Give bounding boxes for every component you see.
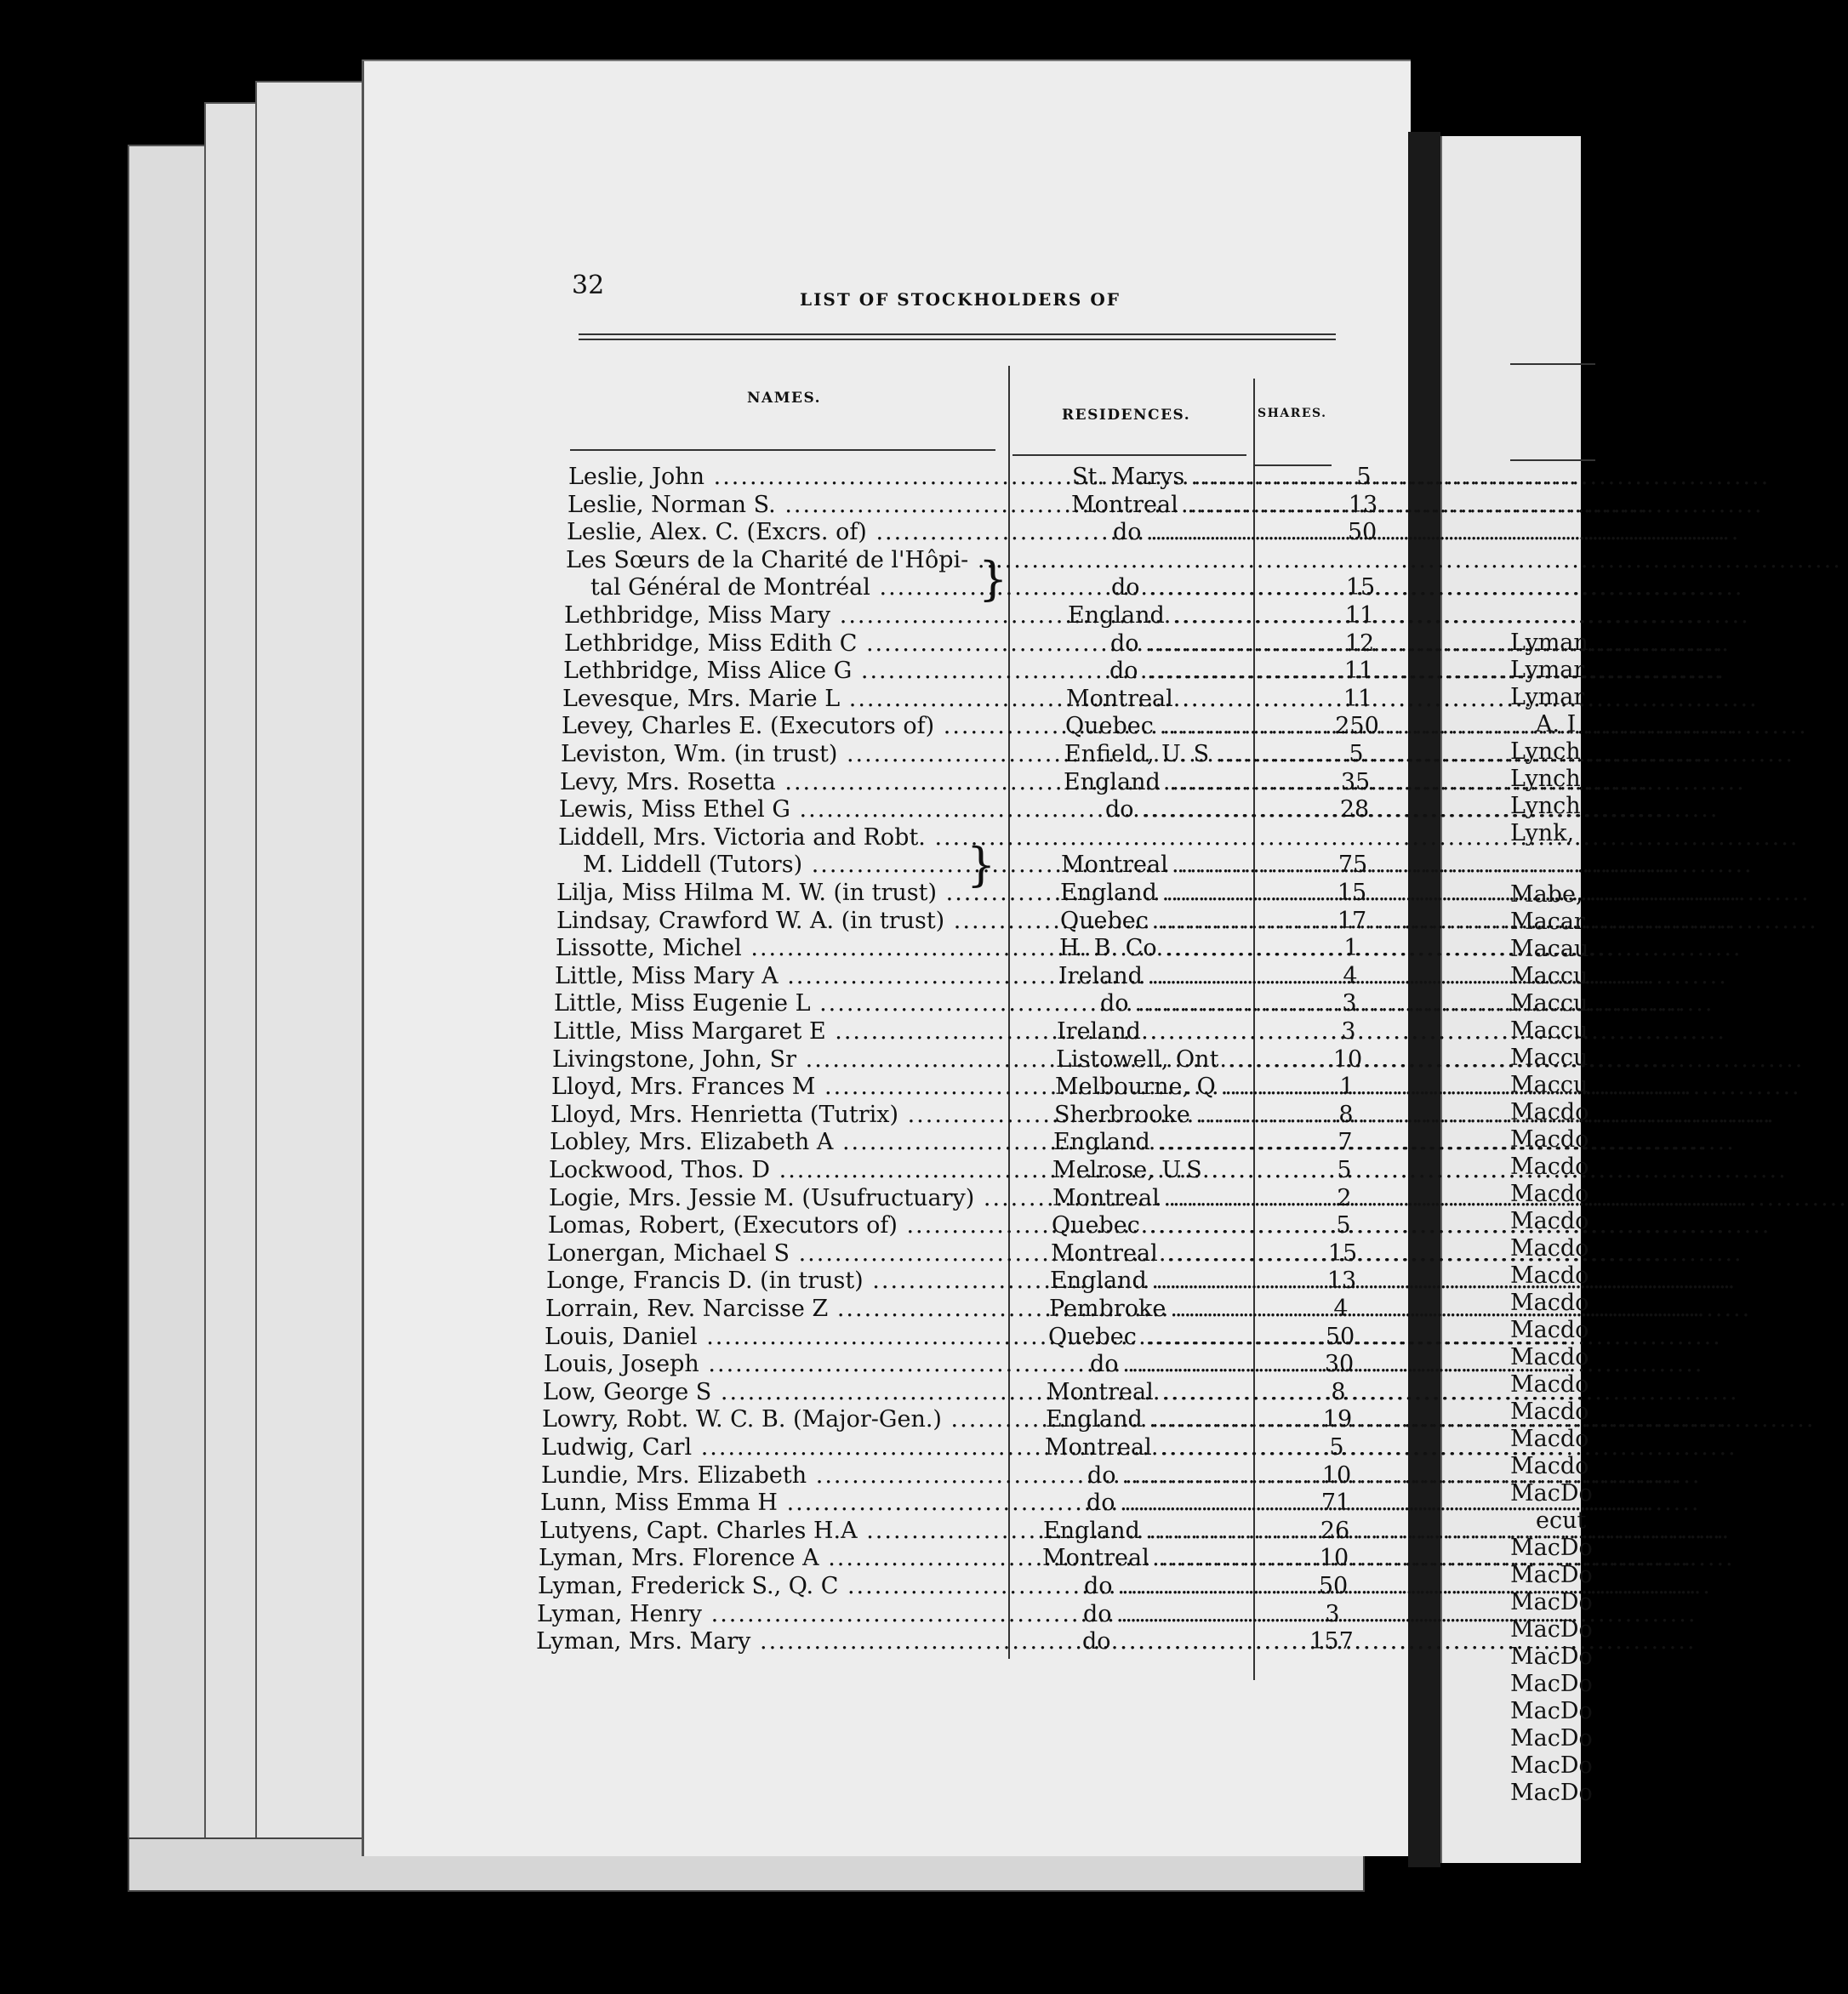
table-row (541, 1462, 1400, 1490)
stockholder-residence: do ..... (1041, 1601, 1321, 1628)
table-row (568, 492, 1427, 519)
stockholder-name: Les Sœurs de la Charité de l'Hôpi- ..... (566, 547, 1042, 574)
right-page-name-fragment: Macdo (1510, 1235, 1589, 1262)
stockholder-residence: do ..... (1044, 1490, 1325, 1517)
table-row (548, 1212, 1407, 1239)
right-page-name-fragment: Maccu (1510, 1017, 1588, 1044)
right-page-name-fragment: Macdo (1510, 1126, 1589, 1153)
stockholder-residence: do ..... (1070, 519, 1351, 546)
table-row (564, 630, 1423, 658)
stockholder-residence: England ..... (1053, 1129, 1292, 1156)
stockholder-name: Lyman, Mrs. Mary ..... (536, 1628, 1012, 1655)
table-row (539, 1545, 1398, 1572)
right-page-name-fragment: Macar (1510, 909, 1585, 935)
stockholder-shares: 35 (1340, 769, 1371, 795)
stockholder-shares: 30 (1324, 1351, 1355, 1377)
stockholder-residence: Listowell, Ont ..... (1056, 1046, 1294, 1074)
stockholder-shares: 15 (1345, 574, 1376, 601)
stockholder-name: tal Général de Montréal ..... (565, 574, 1067, 601)
table-row (551, 1074, 1411, 1101)
column-header-shares: SHARES. (1258, 407, 1327, 420)
stockholder-name: Lissotte, Michel ..... (556, 935, 1032, 962)
stockholder-residence: England ..... (1046, 1406, 1284, 1433)
stockholder-name: Lilja, Miss Hilma M. W. (in trust) ..... (556, 880, 1033, 907)
header-rule-bottom-names (570, 449, 995, 451)
stockholder-residence: do ..... (1068, 630, 1349, 658)
right-page-name-fragment: Macdo (1510, 1453, 1589, 1479)
right-page-name-fragment: Macdo (1510, 1317, 1589, 1343)
stockholder-shares: 5 (1337, 1157, 1352, 1183)
table-row (554, 990, 1413, 1017)
stockholder-name: Leslie, John ..... (568, 464, 1045, 491)
table-row (560, 769, 1419, 796)
right-page-name-fragment: Macdo (1510, 1208, 1589, 1234)
stockholder-name: Livingstone, John, Sr ..... (552, 1046, 1029, 1074)
stockholder-residence: Melbourne, Q ..... (1055, 1074, 1293, 1101)
table-row (553, 1018, 1412, 1045)
right-page-name-fragment: Macdo (1510, 1371, 1589, 1398)
right-page-name-fragment: Macdo (1510, 1344, 1589, 1370)
right-page-name-fragment: A. I (1536, 711, 1577, 738)
stockholder-shares: 50 (1318, 1573, 1349, 1599)
table-row (545, 1324, 1404, 1351)
stockholder-residence: Ireland ..... (1057, 1018, 1295, 1045)
stockholder-name: Lloyd, Mrs. Henrietta (Tutrix) ..... (550, 1102, 1027, 1129)
right-page-name-fragment: Lyman (1510, 630, 1588, 656)
stockholder-residence: do ..... (1067, 658, 1348, 685)
stockholder-residence: England ..... (1060, 880, 1298, 907)
stockholder-shares: 50 (1347, 519, 1377, 545)
stockholder-residence: Montreal ..... (1051, 1240, 1289, 1268)
stockholder-shares: 10 (1319, 1545, 1349, 1571)
stockholder-name: Lutyens, Capt. Charles H.A ..... (539, 1518, 1016, 1545)
stockholder-residence: do ..... (1040, 1628, 1320, 1655)
stockholder-shares: 157 (1309, 1628, 1354, 1655)
table-row (556, 908, 1416, 935)
stockholder-name: Lockwood, Thos. D ..... (549, 1157, 1025, 1184)
stockholder-residence: England ..... (1068, 602, 1306, 630)
brace-liddell: } (967, 838, 996, 892)
table-row (564, 602, 1423, 630)
stockholder-name: Lethbridge, Miss Alice G ..... (563, 658, 1040, 685)
stockholder-name: Lyman, Henry ..... (537, 1601, 1013, 1628)
stockholder-shares: 10 (1332, 1046, 1363, 1073)
stockholder-shares: 15 (1337, 880, 1367, 906)
stockholder-residence: Pembroke ..... (1049, 1296, 1287, 1323)
table-row (561, 741, 1420, 768)
stockholder-shares: 5 (1356, 464, 1372, 490)
stockholder-residence: Sherbrooke ..... (1054, 1102, 1292, 1129)
stockholder-residence: St. Marys ..... (1072, 464, 1310, 491)
stockholder-name: Lyman, Mrs. Florence A ..... (539, 1545, 1015, 1572)
table-row (562, 713, 1421, 740)
stockholder-residence: Quebec ..... (1060, 908, 1298, 935)
right-page-name-fragment: MacDo (1510, 1644, 1593, 1670)
stockholder-name: Logie, Mrs. Jessie M. (Usufructuary) ..... (549, 1185, 1025, 1212)
stockholder-shares: 11 (1343, 686, 1373, 712)
stockholder-name: Little, Miss Eugenie L ..... (554, 990, 1030, 1017)
right-page-name-fragment: ecut (1536, 1507, 1587, 1534)
stockholder-residence: Montreal ..... (1047, 1379, 1285, 1406)
stockholder-name: Leslie, Alex. C. (Excrs. of) ..... (567, 519, 1043, 546)
right-page-name-fragment: MacDo (1510, 1535, 1593, 1561)
stockholder-name: Lonergan, Michael S ..... (547, 1240, 1024, 1268)
right-page-name-fragment: MacDo (1510, 1698, 1593, 1724)
stockholder-shares: 19 (1322, 1406, 1353, 1433)
stockholder-shares: 8 (1331, 1379, 1346, 1405)
stockholder-residence: Quebec ..... (1052, 1212, 1290, 1239)
stockholder-residence: Melrose, U.S ..... (1052, 1157, 1291, 1184)
table-row (543, 1379, 1402, 1406)
right-page-name-fragment: MacDo (1510, 1671, 1593, 1697)
table-row (559, 796, 1418, 823)
stockholder-residence: Ireland ..... (1058, 963, 1297, 990)
stockholder-residence: Montreal ..... (1042, 1545, 1280, 1572)
stockholder-residence: do ..... (1041, 1573, 1322, 1600)
right-page-name-fragment: Mabe, (1510, 881, 1583, 908)
right-page-name-fragment: Lymar (1510, 657, 1585, 683)
table-row (563, 658, 1423, 685)
table-row (546, 1268, 1406, 1295)
stockholder-name: Lloyd, Mrs. Frances M ..... (551, 1074, 1028, 1101)
stockholder-name: Little, Miss Mary A ..... (555, 963, 1031, 990)
stockholder-residence: do ..... (1045, 1462, 1326, 1490)
table-row (544, 1351, 1403, 1378)
stockholder-residence: do ..... (1058, 990, 1338, 1017)
stockholder-residence: do ..... (1047, 1351, 1328, 1378)
table-row (547, 1240, 1406, 1268)
right-page-name-fragment: Macdo (1510, 1426, 1589, 1452)
column-header-names: NAMES. (747, 390, 822, 407)
table-row (568, 464, 1428, 491)
right-page-name-fragment: Macdo (1510, 1290, 1589, 1316)
stockholder-name: Leslie, Norman S. ..... (568, 492, 1044, 519)
stockholder-name: Little, Miss Margaret E ..... (553, 1018, 1030, 1045)
stockholder-residence: H. B. Co ..... (1059, 935, 1298, 962)
table-row (538, 1573, 1397, 1600)
stockholder-name: Low, George S ..... (543, 1379, 1019, 1406)
right-page-name-fragment: Maccu (1510, 1072, 1588, 1098)
right-page-name-fragment: MacDo (1510, 1589, 1593, 1615)
stockholder-shares: 12 (1344, 630, 1375, 657)
right-page-name-fragment: Macdo (1510, 1262, 1589, 1289)
stockholder-name: Louis, Joseph ..... (544, 1351, 1020, 1378)
stockholder-shares: 11 (1344, 602, 1375, 629)
stockholder-shares: 7 (1338, 1129, 1353, 1155)
stockholder-name: Lyman, Frederick S., Q. C ..... (538, 1573, 1014, 1600)
right-page-name-fragment: MacDo (1510, 1616, 1593, 1643)
table-row (555, 963, 1414, 990)
right-page-name-fragment: MacDo (1510, 1725, 1593, 1752)
table-row (550, 1102, 1410, 1129)
table-row (537, 1601, 1396, 1628)
stockholder-shares: 3 (1341, 1018, 1356, 1045)
right-page-name-fragment: Maccu (1510, 990, 1588, 1017)
stockholder-name: Levey, Charles E. (Executors of) ..... (562, 713, 1038, 740)
stockholder-shares: 5 (1329, 1434, 1344, 1461)
stockholder-name: Lethbridge, Miss Mary ..... (564, 602, 1041, 630)
stockholder-name: Ludwig, Carl ..... (541, 1434, 1018, 1461)
stockholder-name: M. Liddell (Tutors) ..... (557, 852, 1059, 879)
stockholder-residence: England ..... (1043, 1518, 1281, 1545)
stockholder-name: Lunn, Miss Emma H ..... (540, 1490, 1017, 1517)
table-row (556, 935, 1415, 962)
stockholder-shares: 15 (1327, 1240, 1358, 1267)
stockholder-residence: Montreal ..... (1045, 1434, 1283, 1461)
stockholder-shares: 26 (1320, 1518, 1350, 1544)
stockholder-shares: 1 (1339, 1074, 1355, 1100)
table-row (540, 1490, 1400, 1517)
stockholder-residence: England ..... (1064, 769, 1302, 796)
right-page-name-fragment: Lymar (1510, 684, 1585, 710)
table-row (550, 1129, 1409, 1156)
stockholder-name: Louis, Daniel ..... (545, 1324, 1021, 1351)
stockholder-shares: 1 (1343, 935, 1359, 961)
table-row (549, 1157, 1408, 1184)
right-page-name-fragment: MacDo (1510, 1480, 1593, 1507)
brace-sœurs: } (978, 552, 1008, 606)
header-rule-top (579, 333, 1336, 335)
header-rule-bottom-residences (1012, 454, 1246, 456)
table-row (542, 1406, 1401, 1433)
right-page-name-fragment: MacDo (1510, 1752, 1593, 1779)
stockholder-residence: Quebec ..... (1048, 1324, 1286, 1351)
stockholder-shares: 50 (1325, 1324, 1355, 1350)
stockholder-shares: 10 (1321, 1462, 1352, 1489)
stockholder-residence: do ..... (1069, 574, 1349, 601)
right-page-name-fragment: Lynch (1510, 793, 1581, 819)
table-row (536, 1628, 1395, 1655)
table-row (541, 1434, 1400, 1461)
stockholder-residence: Montreal ..... (1066, 686, 1304, 713)
stockholder-shares: 4 (1343, 963, 1358, 989)
table-row (539, 1518, 1399, 1545)
stockholder-shares: 3 (1325, 1601, 1340, 1627)
stockholder-shares: 2 (1337, 1185, 1352, 1211)
stockholder-name: Leviston, Wm. (in trust) ..... (561, 741, 1037, 768)
stockholder-shares: 71 (1320, 1490, 1351, 1516)
stockholder-name: Lewis, Miss Ethel G ..... (559, 796, 1035, 823)
header-rule-top (579, 339, 1336, 340)
right-page-name-fragment: MacDo (1510, 1780, 1593, 1806)
stockholder-residence: England ..... (1050, 1268, 1288, 1295)
right-page-name-fragment: Macau (1510, 936, 1589, 962)
right-page-name-fragment: Macdo (1510, 1099, 1589, 1125)
stockholder-residence: Montreal ..... (1052, 1185, 1291, 1212)
column-header-residences: RESIDENCES. (1062, 407, 1191, 424)
table-row (567, 519, 1426, 546)
right-page-rule (1510, 459, 1595, 461)
stockholder-name: Lundie, Mrs. Elizabeth ..... (541, 1462, 1018, 1490)
stockholder-name: Lethbridge, Miss Edith C ..... (564, 630, 1041, 658)
stockholder-residence: Enfield, U. S ..... (1064, 741, 1303, 768)
stockholder-shares: 250 (1335, 713, 1379, 739)
stockholder-shares: 28 (1339, 796, 1370, 823)
stockholder-residence: do ..... (1063, 796, 1343, 823)
right-page-name-fragment: Lynk, (1510, 820, 1575, 846)
running-head: LIST OF STOCKHOLDERS OF (800, 289, 1121, 310)
stockholder-shares: 75 (1338, 852, 1368, 878)
table-row (545, 1296, 1405, 1323)
right-page-rule (1510, 363, 1595, 365)
stockholder-shares: 17 (1337, 908, 1367, 934)
stockholder-name: Lobley, Mrs. Elizabeth A ..... (550, 1129, 1026, 1156)
stockholder-name: Lomas, Robert, (Executors of) ..... (548, 1212, 1024, 1239)
stockholder-shares: 5 (1336, 1212, 1351, 1239)
table-row (549, 1185, 1408, 1212)
stockholder-shares: 3 (1342, 990, 1357, 1017)
stockholder-name: Lindsay, Crawford W. A. (in trust) ..... (556, 908, 1033, 935)
stockholder-name: Lorrain, Rev. Narcisse Z ..... (545, 1296, 1022, 1323)
stockholder-shares: 8 (1338, 1102, 1354, 1128)
stockholder-shares: 4 (1333, 1296, 1349, 1322)
stockholder-residence: Montreal ..... (1061, 852, 1299, 879)
page-number: 32 (572, 271, 605, 300)
right-page-name-fragment: Macdo (1510, 1399, 1589, 1425)
stockholder-name: Liddell, Mrs. Victoria and Robt. ..... (558, 824, 1035, 852)
right-page-name-fragment: Maccu (1510, 963, 1588, 989)
right-page-name-fragment: MacDo (1510, 1562, 1593, 1588)
right-page-name-fragment: Lynch (1510, 738, 1581, 765)
stockholder-shares: 11 (1343, 658, 1374, 684)
stockholder-shares: 13 (1348, 492, 1378, 518)
stockholder-name: Lowry, Robt. W. C. B. (Major-Gen.) ..... (542, 1406, 1018, 1433)
right-page-name-fragment: Macdo (1510, 1154, 1589, 1180)
table-row (562, 686, 1422, 713)
stockholder-name: Longe, Francis D. (in trust) ..... (546, 1268, 1023, 1295)
right-page-name-fragment: Lynch (1510, 766, 1581, 792)
table-row (552, 1046, 1412, 1074)
right-page-name-fragment: Maccu (1510, 1045, 1588, 1071)
stockholder-shares: 13 (1326, 1268, 1357, 1294)
stockholder-name: Levesque, Mrs. Marie L ..... (562, 686, 1039, 713)
stockholder-name: Levy, Mrs. Rosetta ..... (560, 769, 1036, 796)
stockholder-residence: Quebec ..... (1065, 713, 1303, 740)
stockholder-shares: 5 (1349, 741, 1364, 767)
stockholder-residence: Montreal ..... (1071, 492, 1309, 519)
right-page-name-fragment: Macdo (1510, 1181, 1589, 1207)
